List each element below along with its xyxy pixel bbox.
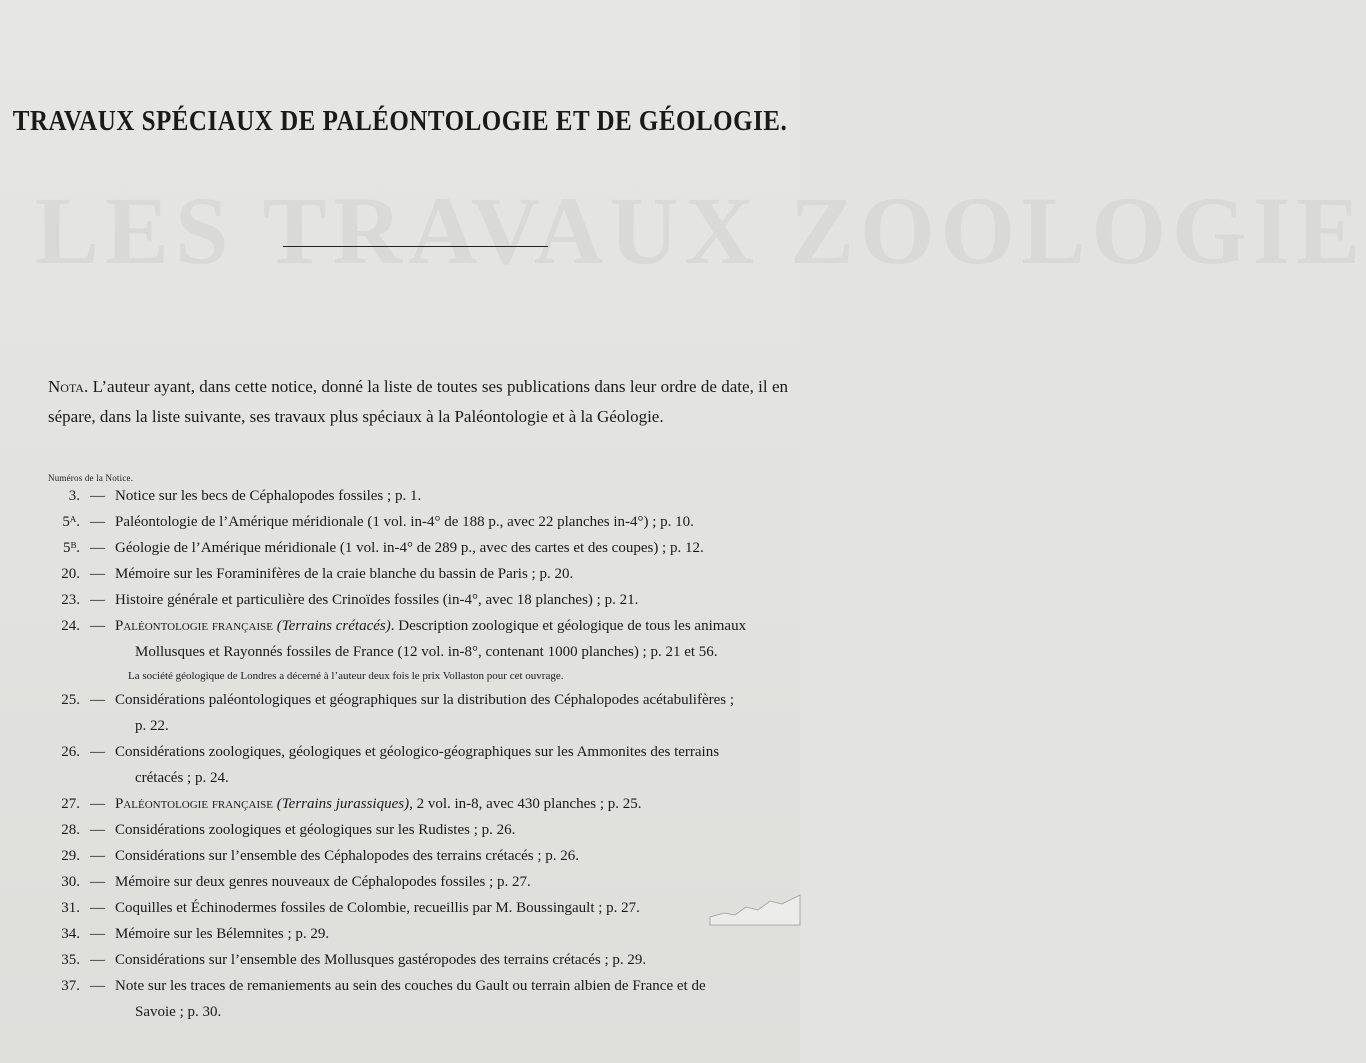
entry-number: 28. bbox=[61, 822, 80, 838]
entry-text: Considérations paléontologiques et géographiques sur la distribution des Céphalopodes acétabulifères ; bbox=[115, 692, 735, 708]
list-item bbox=[0, 791, 800, 817]
publication-list bbox=[0, 483, 800, 1025]
entry-number: 27. bbox=[61, 796, 80, 812]
series-subtitle: (Terrains jurassiques) bbox=[276, 796, 410, 812]
entry-continuation: Savoie ; p. 30. bbox=[135, 1004, 222, 1020]
entry-dash: — bbox=[90, 514, 105, 530]
entry-number: 24. bbox=[61, 618, 80, 634]
entry-dash: — bbox=[90, 692, 105, 708]
entry-dash: — bbox=[90, 926, 105, 942]
entry-text: Considérations zoologiques, géologiques et géologico-géographiques sur les Ammonites des terrains bbox=[115, 744, 720, 760]
list-item bbox=[0, 587, 800, 613]
entry-dash: — bbox=[90, 488, 105, 504]
list-item bbox=[0, 895, 800, 921]
entry-dash: — bbox=[90, 952, 105, 968]
entry-dash: — bbox=[90, 900, 105, 916]
entry-dash: — bbox=[90, 618, 105, 634]
entry-text: Considérations sur l’ensemble des Mollusques gastéropodes des terrains crétacés ; p. 29. bbox=[115, 952, 647, 968]
list-item bbox=[0, 613, 800, 665]
entry-number: 26. bbox=[61, 744, 80, 760]
series-title: Paléontologie française bbox=[115, 618, 273, 634]
entry-dash: — bbox=[90, 566, 105, 582]
entry-number: 29. bbox=[61, 848, 80, 864]
entry-dash: — bbox=[90, 796, 105, 812]
entry-dash: — bbox=[90, 592, 105, 608]
entry-continuation: p. 22. bbox=[135, 718, 169, 734]
list-item bbox=[0, 687, 800, 739]
page-title: TRAVAUX SPÉCIAUX DE PALÉONTOLOGIE ET DE GÉOLOGIE. bbox=[12, 106, 788, 137]
entry-text: Considérations sur l’ensemble des Céphalopodes des terrains crétacés ; p. 26. bbox=[115, 848, 580, 864]
entry-number: 20. bbox=[61, 566, 80, 582]
entry-text: Mémoire sur les Foraminifères de la craie blanche du bassin de Paris ; p. 20. bbox=[115, 566, 574, 582]
entry-number: 35. bbox=[61, 952, 80, 968]
entry-continuation: Mollusques et Rayonnés fossiles de France (12 vol. in-8°, contenant 1000 planches) ; p. 21 et 56. bbox=[135, 644, 718, 660]
list-item bbox=[0, 973, 800, 1025]
entry-number: 23. bbox=[61, 592, 80, 608]
entry-dash: — bbox=[90, 978, 105, 994]
prize-note: La société géologique de Londres a décerné à l’auteur deux fois le prix Vollaston pour cet ouvrage. bbox=[128, 670, 564, 682]
numeros-label: Numéros de la Notice. bbox=[48, 473, 134, 483]
entry-dash: — bbox=[90, 848, 105, 864]
entry-text: , 2 vol. in-8, avec 430 planches ; p. 25. bbox=[409, 796, 642, 812]
nota-text: L’auteur ayant, dans cette notice, donné la liste de toutes ses publications dans leur ordre de date, il en sépare, dans la liste suivante, ses travaux plus spéciaux à la Paléontologie et à la Géologie. bbox=[48, 377, 788, 426]
entry-text: Géologie de l’Amérique méridionale (1 vol. in-4° de 289 p., avec des cartes et des coupes) ; p. 12. bbox=[115, 540, 704, 556]
entry-text: Histoire générale et particulière des Crinoïdes fossiles (in-4°, avec 18 planches) ; p. 21. bbox=[115, 592, 639, 608]
entry-number: 5ᴮ. bbox=[62, 540, 80, 556]
entry-dash: — bbox=[90, 744, 105, 760]
entry-text: Note sur les traces de remaniements au sein des couches du Gault ou terrain albien de France et de bbox=[115, 978, 706, 994]
entry-number: 31. bbox=[61, 900, 80, 916]
nota-paragraph bbox=[48, 372, 788, 432]
entry-dash: — bbox=[90, 540, 105, 556]
entry-text: Mémoire sur les Bélemnites ; p. 29. bbox=[115, 926, 330, 942]
nota-label: Nota. bbox=[48, 377, 89, 396]
title-rule bbox=[283, 246, 548, 247]
list-item bbox=[0, 947, 800, 973]
list-item bbox=[0, 509, 800, 535]
entry-text: . Description zoologique et géologique de tous les animaux bbox=[390, 618, 747, 634]
list-item bbox=[0, 483, 800, 509]
entry-text: Paléontologie de l’Amérique méridionale (1 vol. in-4° de 188 p., avec 22 planches in-4°) ; p. 10. bbox=[115, 514, 694, 530]
list-item bbox=[0, 535, 800, 561]
entry-number: 25. bbox=[61, 692, 80, 708]
entry-number: 30. bbox=[61, 874, 80, 890]
list-item bbox=[0, 869, 800, 895]
paper-tear bbox=[710, 895, 800, 925]
entry-number: 3. bbox=[68, 488, 80, 504]
list-item bbox=[0, 921, 800, 947]
entry-text: Mémoire sur deux genres nouveaux de Céphalopodes fossiles ; p. 27. bbox=[115, 874, 531, 890]
entry-dash: — bbox=[90, 874, 105, 890]
list-item bbox=[0, 561, 800, 587]
entry-text: Coquilles et Échinodermes fossiles de Colombie, recueillis par M. Boussingault ; p. 27. bbox=[115, 900, 640, 916]
show-through-watermark: LES TRAVAUX ZOOLOGIE bbox=[35, 177, 1366, 284]
entry-number: 5ᴬ. bbox=[62, 514, 80, 530]
list-item bbox=[0, 843, 800, 869]
entry-number: 34. bbox=[61, 926, 80, 942]
list-item bbox=[0, 817, 800, 843]
entry-text: Notice sur les becs de Céphalopodes fossiles ; p. 1. bbox=[115, 488, 422, 504]
entry-number: 37. bbox=[61, 978, 80, 994]
series-subtitle: (Terrains crétacés) bbox=[276, 618, 391, 634]
list-item bbox=[0, 739, 800, 791]
series-title: Paléontologie française bbox=[115, 796, 273, 812]
entry-text: Considérations zoologiques et géologiques sur les Rudistes ; p. 26. bbox=[115, 822, 516, 838]
entry-continuation: crétacés ; p. 24. bbox=[135, 770, 229, 786]
entry-dash: — bbox=[90, 822, 105, 838]
